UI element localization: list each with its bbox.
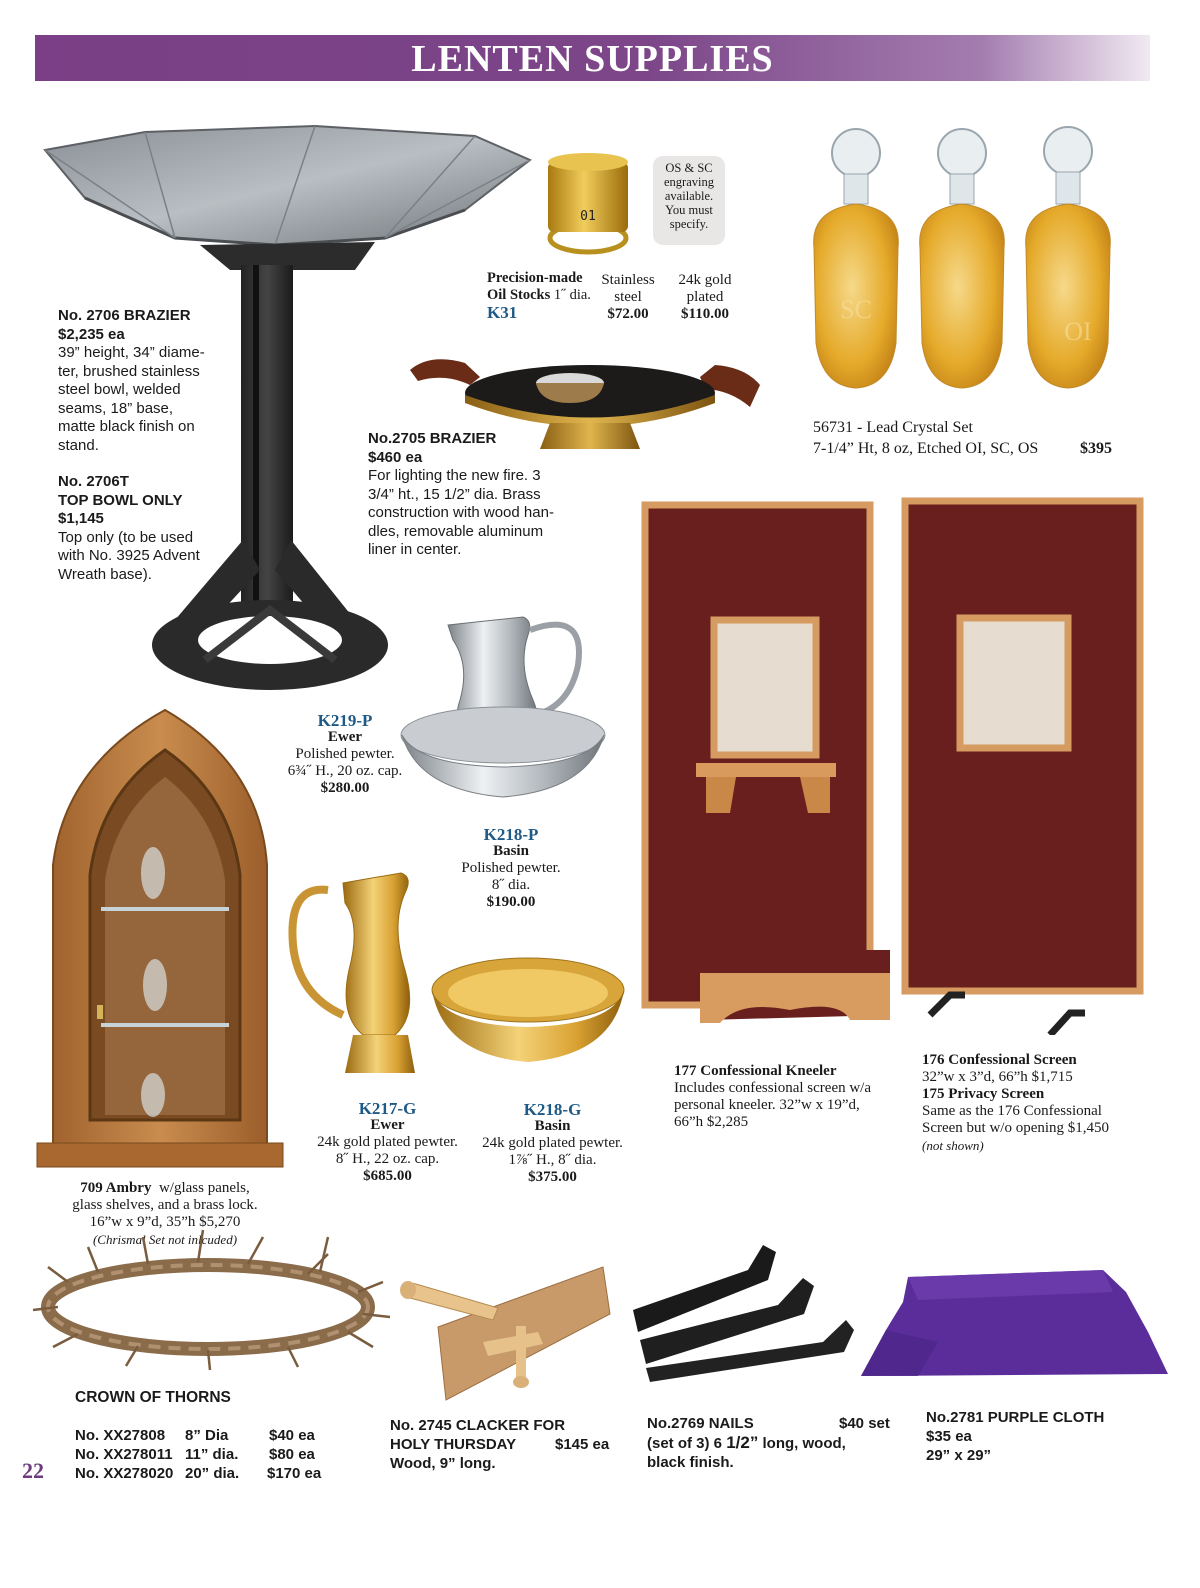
screen-note: (not shown) xyxy=(922,1138,984,1153)
pewter-ewer-basin-image xyxy=(398,605,613,810)
clacker-name: No. 2745 CLACKER FOR xyxy=(390,1417,566,1434)
ambry-desc: glass shelves, and a brass lock. xyxy=(72,1197,258,1213)
nails-info xyxy=(647,1414,897,1472)
ambry-name: 709 Ambry xyxy=(80,1180,152,1196)
crown-item-size: 8” Dia xyxy=(185,1427,229,1444)
nails-image xyxy=(628,1240,858,1385)
k219p-price: $280.00 xyxy=(320,780,370,796)
brazier-2705-price: $460 ea xyxy=(368,448,423,466)
k219p-line: Polished pewter. xyxy=(295,746,395,762)
engraving-note-line: available. xyxy=(664,189,714,203)
k218g-info xyxy=(470,1101,635,1186)
top-bowl-subname: TOP BOWL ONLY xyxy=(58,491,183,509)
crown-item xyxy=(75,1426,321,1445)
engraving-note-line: specify. xyxy=(669,217,709,231)
brazier-2706-desc-line: 39” height, 34” diame- xyxy=(58,344,205,361)
kneeler-info xyxy=(674,1063,909,1131)
brazier-2705-desc-line: liner in center. xyxy=(368,541,462,558)
crown-item-price: $40 ea xyxy=(269,1427,315,1444)
crown-of-thorns-image xyxy=(28,1222,393,1372)
k217g-code: K217-G xyxy=(358,1099,417,1118)
k218g-code: K218-G xyxy=(523,1100,582,1119)
clacker-price: $145 ea xyxy=(555,1436,610,1453)
top-bowl-desc-line: Top only (to be used xyxy=(58,528,194,546)
k218p-name: Basin xyxy=(493,843,529,859)
brazier-2706-price: $2,235 ea xyxy=(58,325,125,343)
brazier-2705-desc-line: 3/4” ht., 15 1/2” dia. Brass xyxy=(368,485,541,503)
nails-desc-size: 1/2” xyxy=(726,1433,759,1452)
brazier-2705-name: No.2705 BRAZIER xyxy=(368,430,497,447)
ambry-image xyxy=(35,705,285,1170)
clacker-info xyxy=(390,1416,630,1473)
nails-desc: black finish. xyxy=(647,1454,734,1471)
nails-desc: (set of 3) 6 xyxy=(647,1435,723,1452)
top-bowl-desc-line: Wreath base). xyxy=(58,565,152,583)
option-label: Stainless xyxy=(601,272,655,288)
crown-title: CROWN OF THORNS xyxy=(75,1389,231,1406)
engraving-note-line: engraving xyxy=(664,175,714,189)
brazier-2705-desc-line: dles, removable aluminum xyxy=(368,522,544,540)
privacy-screen-desc-line: Same as the 176 Confessional xyxy=(922,1103,1102,1119)
nails-price: $40 set xyxy=(839,1415,890,1432)
oil-stock-option-gold xyxy=(670,272,740,323)
crown-item-size: 11” dia. xyxy=(185,1446,239,1463)
brazier-2706-desc-line: matte black finish on xyxy=(58,418,195,435)
k218g-line: 24k gold plated pewter. xyxy=(482,1135,623,1151)
option-label: plated xyxy=(686,289,724,305)
brazier-2706-info xyxy=(58,307,228,584)
page-number: 22 xyxy=(22,1458,44,1483)
crown-item-size: 20” dia. xyxy=(185,1465,240,1482)
purple-cloth-image xyxy=(858,1262,1170,1382)
crystal-bottle xyxy=(1026,127,1111,388)
cloth-name: No.2781 PURPLE CLOTH xyxy=(926,1409,1105,1426)
brazier-2706-desc-line: seams, 18” base, xyxy=(58,399,174,417)
crystal-set-desc: 7-1/4” Ht, 8 oz, Etched OI, SC, OS xyxy=(813,440,1039,457)
cloth-size: 29” x 29” xyxy=(926,1447,992,1464)
crystal-bottle xyxy=(920,129,1005,388)
oil-stocks-info xyxy=(487,270,607,321)
privacy-screen-desc-line: Screen but w/o opening $1,450 xyxy=(922,1120,1110,1136)
option-price: $72.00 xyxy=(607,306,649,322)
crown-item xyxy=(75,1445,321,1464)
k218p-line: Polished pewter. xyxy=(461,860,561,876)
brazier-2706-desc-line: stand. xyxy=(58,436,99,454)
oil-stock-label: 01 xyxy=(580,209,596,224)
confessional-image xyxy=(640,495,1150,1035)
brazier-2706-desc-line: ter, brushed stainless xyxy=(58,362,200,380)
oil-stocks-code: K31 xyxy=(487,303,518,322)
ambry-note: (Chrismal Set not inlcuded) xyxy=(92,1232,238,1247)
option-label: steel xyxy=(614,289,642,305)
engraving-note xyxy=(653,156,725,245)
privacy-screen-name: 175 Privacy Screen xyxy=(922,1086,1045,1102)
k219p-info xyxy=(280,712,410,797)
top-bowl-desc-line: with No. 3925 Advent xyxy=(58,547,200,564)
engraving-note-line: You must xyxy=(665,203,713,217)
brazier-2705-desc-line: construction with wood han- xyxy=(368,504,554,521)
ambry-desc: 16”w x 9”d, 35”h $5,270 xyxy=(89,1214,241,1230)
clacker-image xyxy=(398,1262,613,1407)
cloth-price: $35 ea xyxy=(926,1428,972,1445)
screen-desc: 32”w x 3”d, 66”h $1,715 xyxy=(922,1069,1073,1085)
k217g-price: $685.00 xyxy=(363,1168,412,1184)
crystal-set-price: $395 xyxy=(1080,440,1112,457)
k219p-code: K219-P xyxy=(317,711,373,730)
crystal-bottle xyxy=(814,129,899,388)
k218g-name: Basin xyxy=(534,1118,571,1134)
option-price: $110.00 xyxy=(681,306,729,322)
crown-item-no: No. XX27808 xyxy=(75,1427,166,1444)
k219p-name: Ewer xyxy=(327,729,363,745)
nails-desc: long, wood, xyxy=(758,1435,846,1452)
crown-price-list xyxy=(75,1426,321,1483)
confessional-screen xyxy=(905,501,1140,1035)
brazier-2705-info xyxy=(368,430,578,560)
crystal-etch-label: SC xyxy=(840,295,872,324)
kneeler-name: 177 Confessional Kneeler xyxy=(674,1063,837,1079)
engraving-note-line: OS & SC xyxy=(665,161,713,175)
crown-item-price: $170 ea xyxy=(267,1465,322,1482)
oil-stocks-name: Precision-made xyxy=(487,270,583,286)
option-label: 24k gold xyxy=(678,272,732,288)
ambry-desc: w/glass panels, xyxy=(158,1180,250,1196)
k218p-line: 8˝ dia. xyxy=(491,877,531,893)
brazier-2705-desc-line: For lighting the new fire. 3 xyxy=(368,467,541,484)
oil-stock-image xyxy=(540,150,640,260)
crown-item-no: No. XX278011 xyxy=(75,1446,173,1463)
gold-ewer-basin-image xyxy=(283,865,628,1080)
brazier-2706-name: No. 2706 BRAZIER xyxy=(58,307,191,324)
crystal-set-info xyxy=(813,417,1123,459)
cloth-info xyxy=(926,1408,1104,1465)
crown-item-no: No. XX278020 xyxy=(75,1465,174,1482)
crystal-etch-label: OI xyxy=(1064,317,1092,346)
clacker-desc: Wood, 9” long. xyxy=(390,1455,496,1472)
top-bowl-name: No. 2706T xyxy=(58,473,129,490)
k217g-line: 8˝ H., 22 oz. cap. xyxy=(335,1151,440,1167)
clacker-name-2: HOLY THURSDAY xyxy=(390,1436,517,1453)
kneeler-desc-line: Includes confessional screen w/a xyxy=(674,1080,872,1096)
header-banner xyxy=(35,35,1150,81)
kneeler-desc-line: 66”h $2,285 xyxy=(674,1114,749,1130)
crown-item-price: $80 ea xyxy=(269,1446,315,1463)
k218p-price: $190.00 xyxy=(486,894,536,910)
brazier-2706-desc-line: steel bowl, welded xyxy=(58,381,181,398)
k218g-price: $375.00 xyxy=(528,1169,577,1185)
k217g-name: Ewer xyxy=(370,1117,405,1133)
crystal-set-image xyxy=(800,118,1125,398)
screen-info xyxy=(922,1052,1157,1154)
k217g-info xyxy=(305,1100,470,1185)
nails-name: No.2769 NAILS xyxy=(647,1415,754,1432)
k218p-code: K218-P xyxy=(483,825,539,844)
confessional-kneeler-screen xyxy=(645,505,890,1023)
top-bowl-price: $1,145 xyxy=(58,510,104,527)
oil-stock-option-steel xyxy=(596,272,660,323)
kneeler-desc-line: personal kneeler. 32”w x 19”d, xyxy=(674,1097,860,1113)
screen-name: 176 Confessional Screen xyxy=(922,1052,1077,1068)
oil-stocks-size: 1˝ dia. xyxy=(553,287,591,303)
page-title: LENTEN SUPPLIES xyxy=(411,38,774,80)
k217g-line: 24k gold plated pewter. xyxy=(317,1134,458,1150)
k219p-line: 6¾˝ H., 20 oz. cap. xyxy=(287,763,403,779)
k218g-line: 1⅞˝ H., 8˝ dia. xyxy=(508,1152,597,1168)
oil-stocks-name-2: Oil Stocks xyxy=(487,287,551,303)
crystal-set-title: 56731 - Lead Crystal Set xyxy=(813,419,973,436)
crown-item xyxy=(75,1464,321,1483)
